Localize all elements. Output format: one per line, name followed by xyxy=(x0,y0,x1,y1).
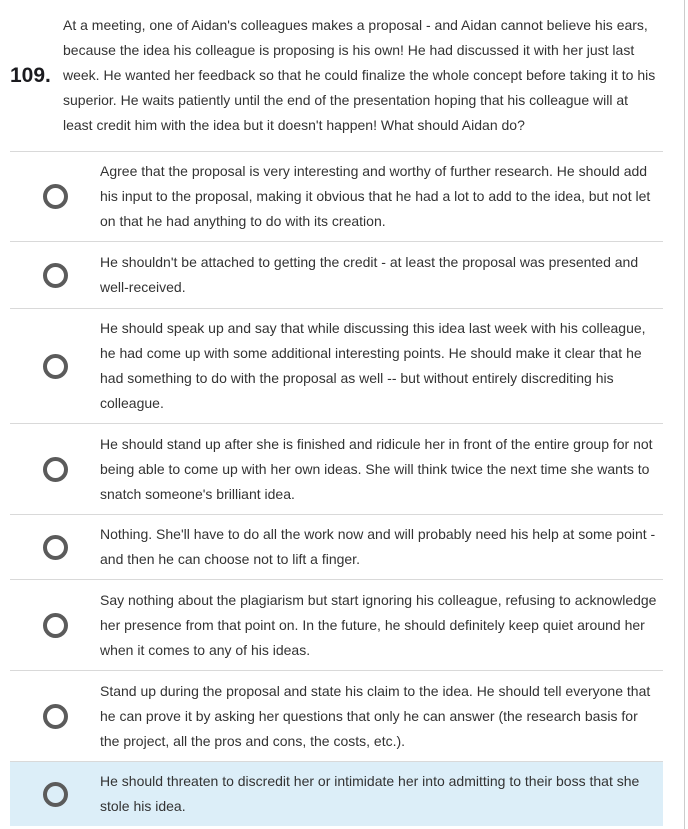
radio-button[interactable] xyxy=(43,782,68,807)
option-text: He should threaten to discredit her or intimidate her into admitting to their boss that she stole his idea. xyxy=(100,773,640,814)
answer-option[interactable] xyxy=(10,671,663,762)
page-right-border xyxy=(684,0,685,829)
radio-cell xyxy=(10,704,100,729)
question-block xyxy=(10,0,663,826)
radio-cell xyxy=(10,613,100,638)
radio-button[interactable] xyxy=(43,263,68,288)
option-text: He should speak up and say that while discussing this idea last week with his colleague, he had come up with some additional interesting points. He should make it clear that he had something to do with the proposal as well -- but without entirely discrediting his colleague. xyxy=(100,320,646,411)
radio-cell xyxy=(10,535,100,560)
radio-cell xyxy=(10,263,100,288)
radio-cell xyxy=(10,184,100,209)
answer-option[interactable] xyxy=(10,580,663,671)
question-number: 109. xyxy=(10,64,51,87)
option-text: Say nothing about the plagiarism but start ignoring his colleague, refusing to acknowledge her presence from that point on. In the future, he should definitely keep quiet around her when it comes to any of his ideas. xyxy=(100,591,657,658)
radio-button[interactable] xyxy=(43,535,68,560)
option-text: He should stand up after she is finished and ridicule her in front of the entire group for not being able to come up with her own ideas. She will think twice the next time she wants to snatch someone's brilliant idea. xyxy=(100,435,653,502)
answer-option[interactable] xyxy=(10,309,663,424)
radio-button[interactable] xyxy=(43,704,68,729)
answer-option[interactable] xyxy=(10,152,663,242)
radio-button[interactable] xyxy=(43,184,68,209)
radio-cell xyxy=(10,457,100,482)
option-text: Agree that the proposal is very interesting and worthy of further research. He should add his input to the proposal, making it obvious that he had a lot to add to the idea, but not let on that he had anything to do with its creation. xyxy=(100,163,651,229)
option-text: He shouldn't be attached to getting the credit - at least the proposal was presented and well-received. xyxy=(100,254,639,295)
answer-option[interactable] xyxy=(10,515,663,580)
option-text: Nothing. She'll have to do all the work now and will probably need his help at some point - and then he can choose not to lift a finger. xyxy=(100,526,656,567)
answer-option[interactable] xyxy=(10,242,663,309)
question-row xyxy=(10,0,663,152)
answer-option-selected[interactable] xyxy=(10,762,663,826)
radio-cell xyxy=(10,354,100,379)
question-text: At a meeting, one of Aidan's colleagues makes a proposal - and Aidan cannot believe his ears, because the idea his colleague is proposing is his own! He had discussed it with her just last week. He wanted her feedback so that he could finalize the whole concept before taking it to his superior. He waits patiently until the end of the presentation hoping that his colleague will at least credit him with the idea but it doesn't happen! What should Aidan do? xyxy=(63,17,656,133)
option-text: Stand up during the proposal and state his claim to the idea. He should tell everyone that he can prove it by asking her questions that only he can answer (the research basis for the project, all the pros and cons, the costs, etc.). xyxy=(100,682,651,749)
radio-button[interactable] xyxy=(43,457,68,482)
radio-button[interactable] xyxy=(43,613,68,638)
radio-cell xyxy=(10,782,100,807)
radio-button[interactable] xyxy=(43,354,68,379)
answer-option[interactable] xyxy=(10,424,663,515)
